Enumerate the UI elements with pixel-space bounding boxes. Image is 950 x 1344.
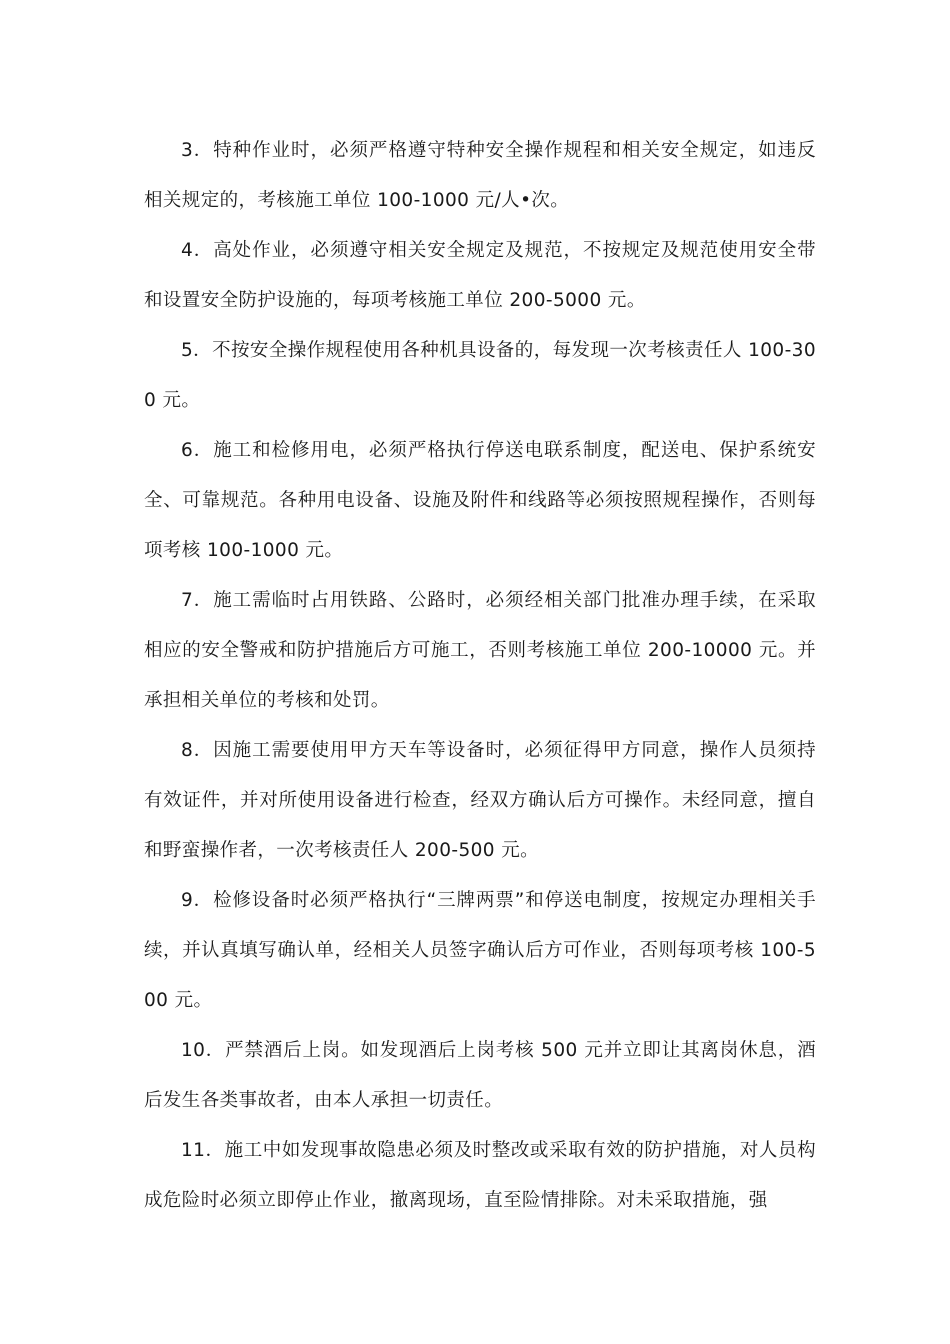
paragraph-item-4: 4．高处作业，必须遵守相关安全规定及规范，不按规定及规范使用安全带和设置安全防护设施的，每项考核施工单位 200-5000 元。 [144, 240, 816, 311]
paragraph-item-7: 7．施工需临时占用铁路、公路时，必须经相关部门批准办理手续，在采取相应的安全警戒和防护措施后方可施工，否则考核施工单位 200-10000 元。并承担相关单位的考核和处罚。 [144, 590, 816, 711]
paragraph-item-6: 6．施工和检修用电，必须严格执行停送电联系制度，配送电、保护系统安全、可靠规范。各种用电设备、设施及附件和线路等必须按照规程操作，否则每项考核 100-1000 元。 [144, 440, 816, 561]
paragraph-item-10: 10．严禁酒后上岗。如发现酒后上岗考核 500 元并立即让其离岗休息，酒后发生各类事故者，由本人承担一切责任。 [144, 1040, 816, 1111]
paragraph-item-9: 9．检修设备时必须严格执行“三牌两票”和停送电制度，按规定办理相关手续，并认真填写确认单，经相关人员签字确认后方可作业，否则每项考核 100-500 元。 [144, 890, 816, 1011]
document-body [144, 126, 816, 1226]
paragraph-item-5: 5．不按安全操作规程使用各种机具设备的，每发现一次考核责任人 100-300 元。 [144, 340, 816, 411]
paragraph-item-3: 3．特种作业时，必须严格遵守特种安全操作规程和相关安全规定，如违反相关规定的，考核施工单位 100-1000 元/人•次。 [144, 140, 816, 211]
paragraph-item-8: 8．因施工需要使用甲方天车等设备时，必须征得甲方同意，操作人员须持有效证件，并对所使用设备进行检查，经双方确认后方可操作。未经同意，擅自和野蛮操作者，一次考核责任人 200-500 元。 [144, 740, 816, 861]
paragraph-item-11: 11．施工中如发现事故隐患必须及时整改或采取有效的防护措施，对人员构成危险时必须立即停止作业，撤离现场，直至险情排除。对未采取措施，强 [144, 1140, 816, 1211]
